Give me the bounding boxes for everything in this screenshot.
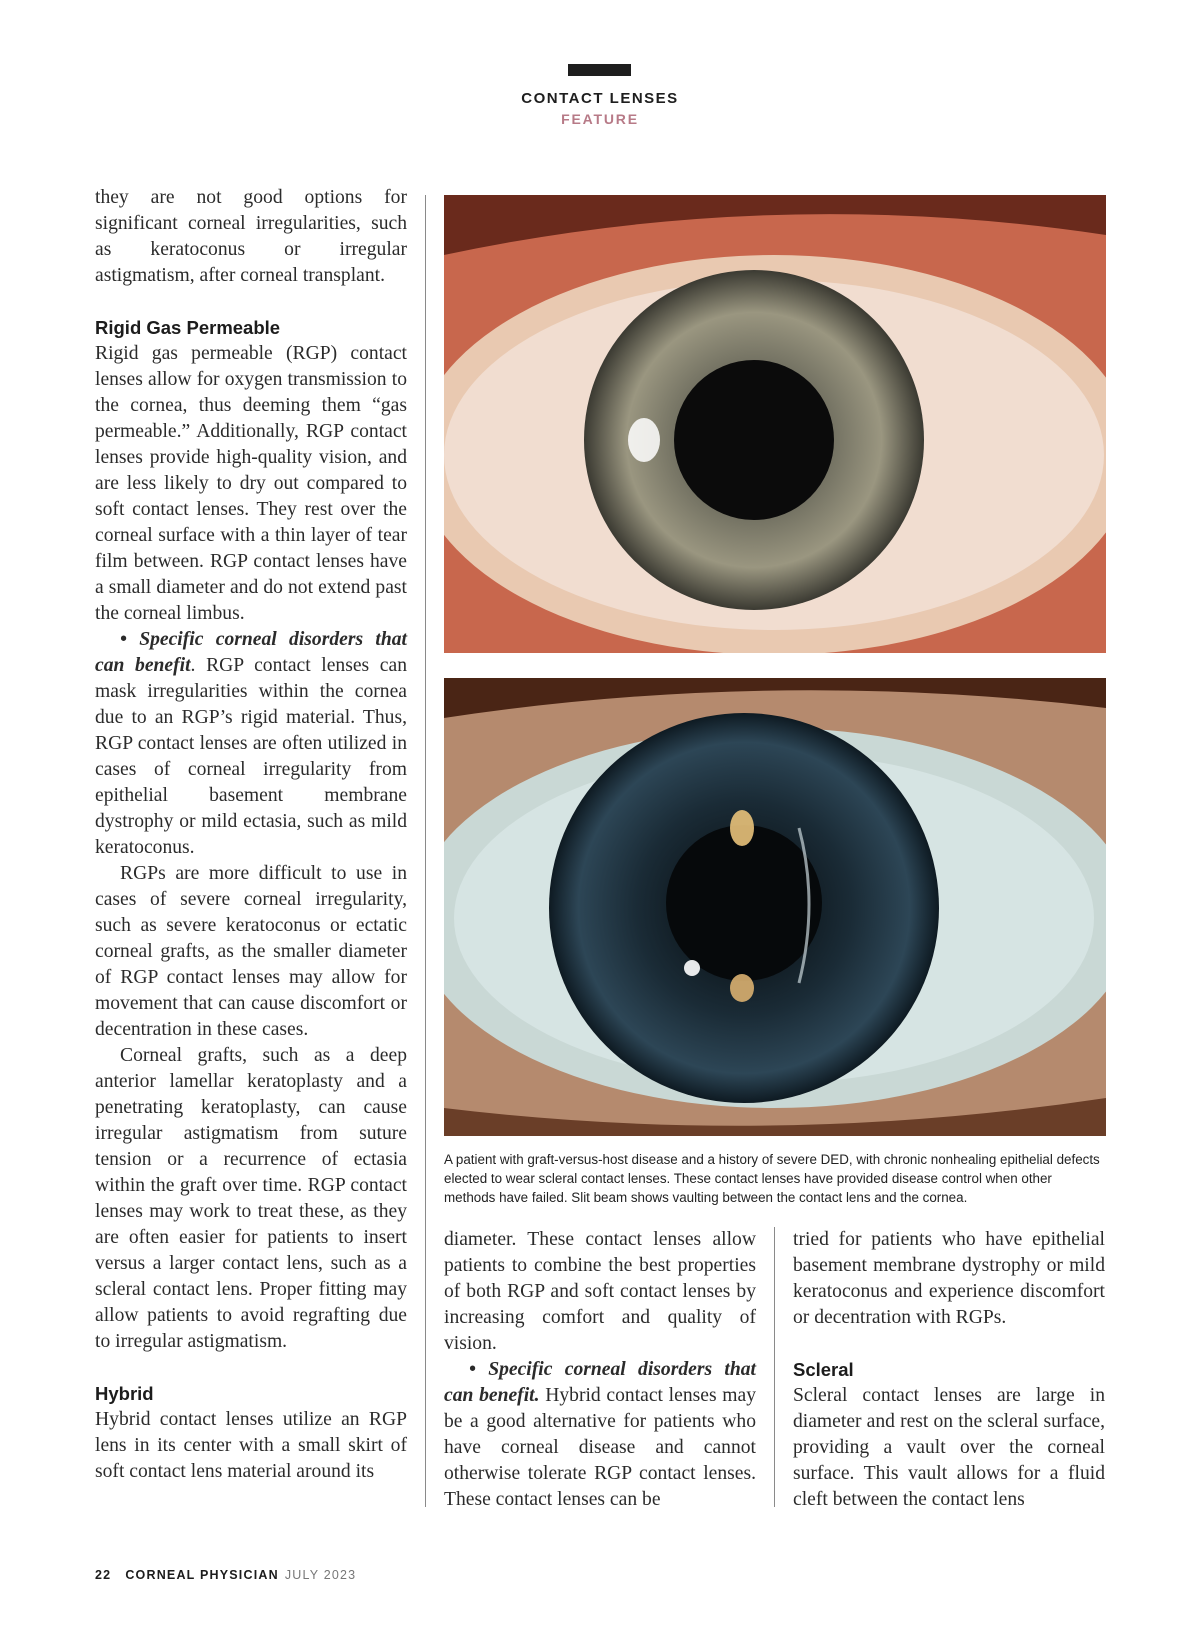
header-bar (568, 64, 631, 76)
section-kicker: FEATURE (561, 111, 639, 127)
left-column (95, 185, 407, 1485)
hybrid-paragraph-2: diameter. These contact lenses allow patients to combine the best properties of both RGP and soft contact lenses by increasing comfort and quality of vision. (444, 1229, 756, 1354)
hybrid-bullet-text: Hybrid contact lenses may be a good alternative for patients who have corneal disease and cannot otherwise tolerate RGP contact lenses. These contact lenses can be (444, 1385, 757, 1510)
column-rule-left (425, 195, 426, 1507)
middle-column (444, 1227, 756, 1513)
eye-photo-top-illustration (444, 195, 1106, 653)
page-footer (95, 1568, 356, 1582)
scleral-paragraph-1: Scleral contact lenses are large in diameter and rest on the scleral surface, providing a vault over the corneal surface. This vault allows for a fluid cleft between the contact lens (793, 1385, 1105, 1510)
figure-caption: A patient with graft-versus-host disease and a history of severe DED, with chronic nonhealing epithelial defects elected to wear scleral contact lenses. These contact lenses have provided disease control when other methods have failed. Slit beam shows vaulting between the contact lens and the cornea. (444, 1152, 1100, 1205)
hybrid-paragraph-3: tried for patients who have epithelial basement membrane dystrophy or mild keratoconus and experience discomfort or decentration with RGPs. (793, 1229, 1105, 1328)
eye-photo-bottom-illustration (444, 678, 1106, 1136)
rgp-heading: Rigid Gas Permeable (95, 317, 281, 338)
hybrid-bullet (444, 1357, 756, 1513)
hybrid-paragraph-1: Hybrid contact lenses utilize an RGP lens in its center with a small skirt of soft contact lens material around its (95, 1409, 407, 1482)
column-rule-right (774, 1227, 775, 1507)
section-title: CONTACT LENSES (521, 90, 679, 107)
rgp-paragraph-1: Rigid gas permeable (RGP) contact lenses allow for oxygen transmission to the cornea, thus deeming them “gas permeable.” Additionally, RGP contact lenses provide high-quality vision, and are less likely to dry out compared to soft contact lenses. They rest over the corneal surface with a thin layer of tear film between. RGP contact lenses have a small diameter and do not extend past the corneal limbus. (95, 343, 407, 624)
rgp-paragraph-2: RGPs are more difficult to use in cases of severe corneal irregularity, such as severe keratoconus or ectatic corneal grafts, as the smaller diameter of RGP contact lenses may allow for movement that can cause discomfort or decentration in these cases. (95, 863, 407, 1040)
hybrid-heading: Hybrid (95, 1383, 154, 1404)
intro-paragraph: they are not good options for significant corneal irregularities, such as keratoconus or irregular astigmatism, after corneal transplant. (95, 187, 407, 286)
eye-photo-bottom (444, 678, 1106, 1136)
eye-photo-top (444, 195, 1106, 653)
issue-date: JULY 2023 (284, 1568, 357, 1582)
scleral-heading: Scleral (793, 1359, 854, 1380)
rgp-bullet-lead: • Specific corneal disorders that can benefit (95, 629, 407, 676)
rgp-bullet (95, 627, 407, 861)
hybrid-bullet-lead: • Specific corneal disorders that can benefit. (444, 1359, 756, 1406)
publication-name: CORNEAL PHYSICIAN (125, 1568, 279, 1582)
rgp-bullet-text: . RGP contact lenses can mask irregularities within the cornea due to an RGP’s rigid material. Thus, RGP contact lenses are often utilized in cases of corneal irregularity from epithelial basement membrane dystrophy or mild ectasia, such as mild keratoconus. (95, 655, 407, 858)
right-column (793, 1227, 1105, 1513)
page-number: 22 (95, 1568, 112, 1582)
rgp-paragraph-3: Corneal grafts, such as a deep anterior lamellar keratoplasty and a penetrating keratoplasty, can cause irregular astigmatism from suture tension or a recurrence of ectasia within the graft over time. RGP contact lenses may work to treat these, as they are often easier for patients to insert versus a larger contact lens, such as a scleral contact lens. Proper fitting may allow patients to avoid regrafting due to irregular astigmatism. (95, 1045, 407, 1352)
